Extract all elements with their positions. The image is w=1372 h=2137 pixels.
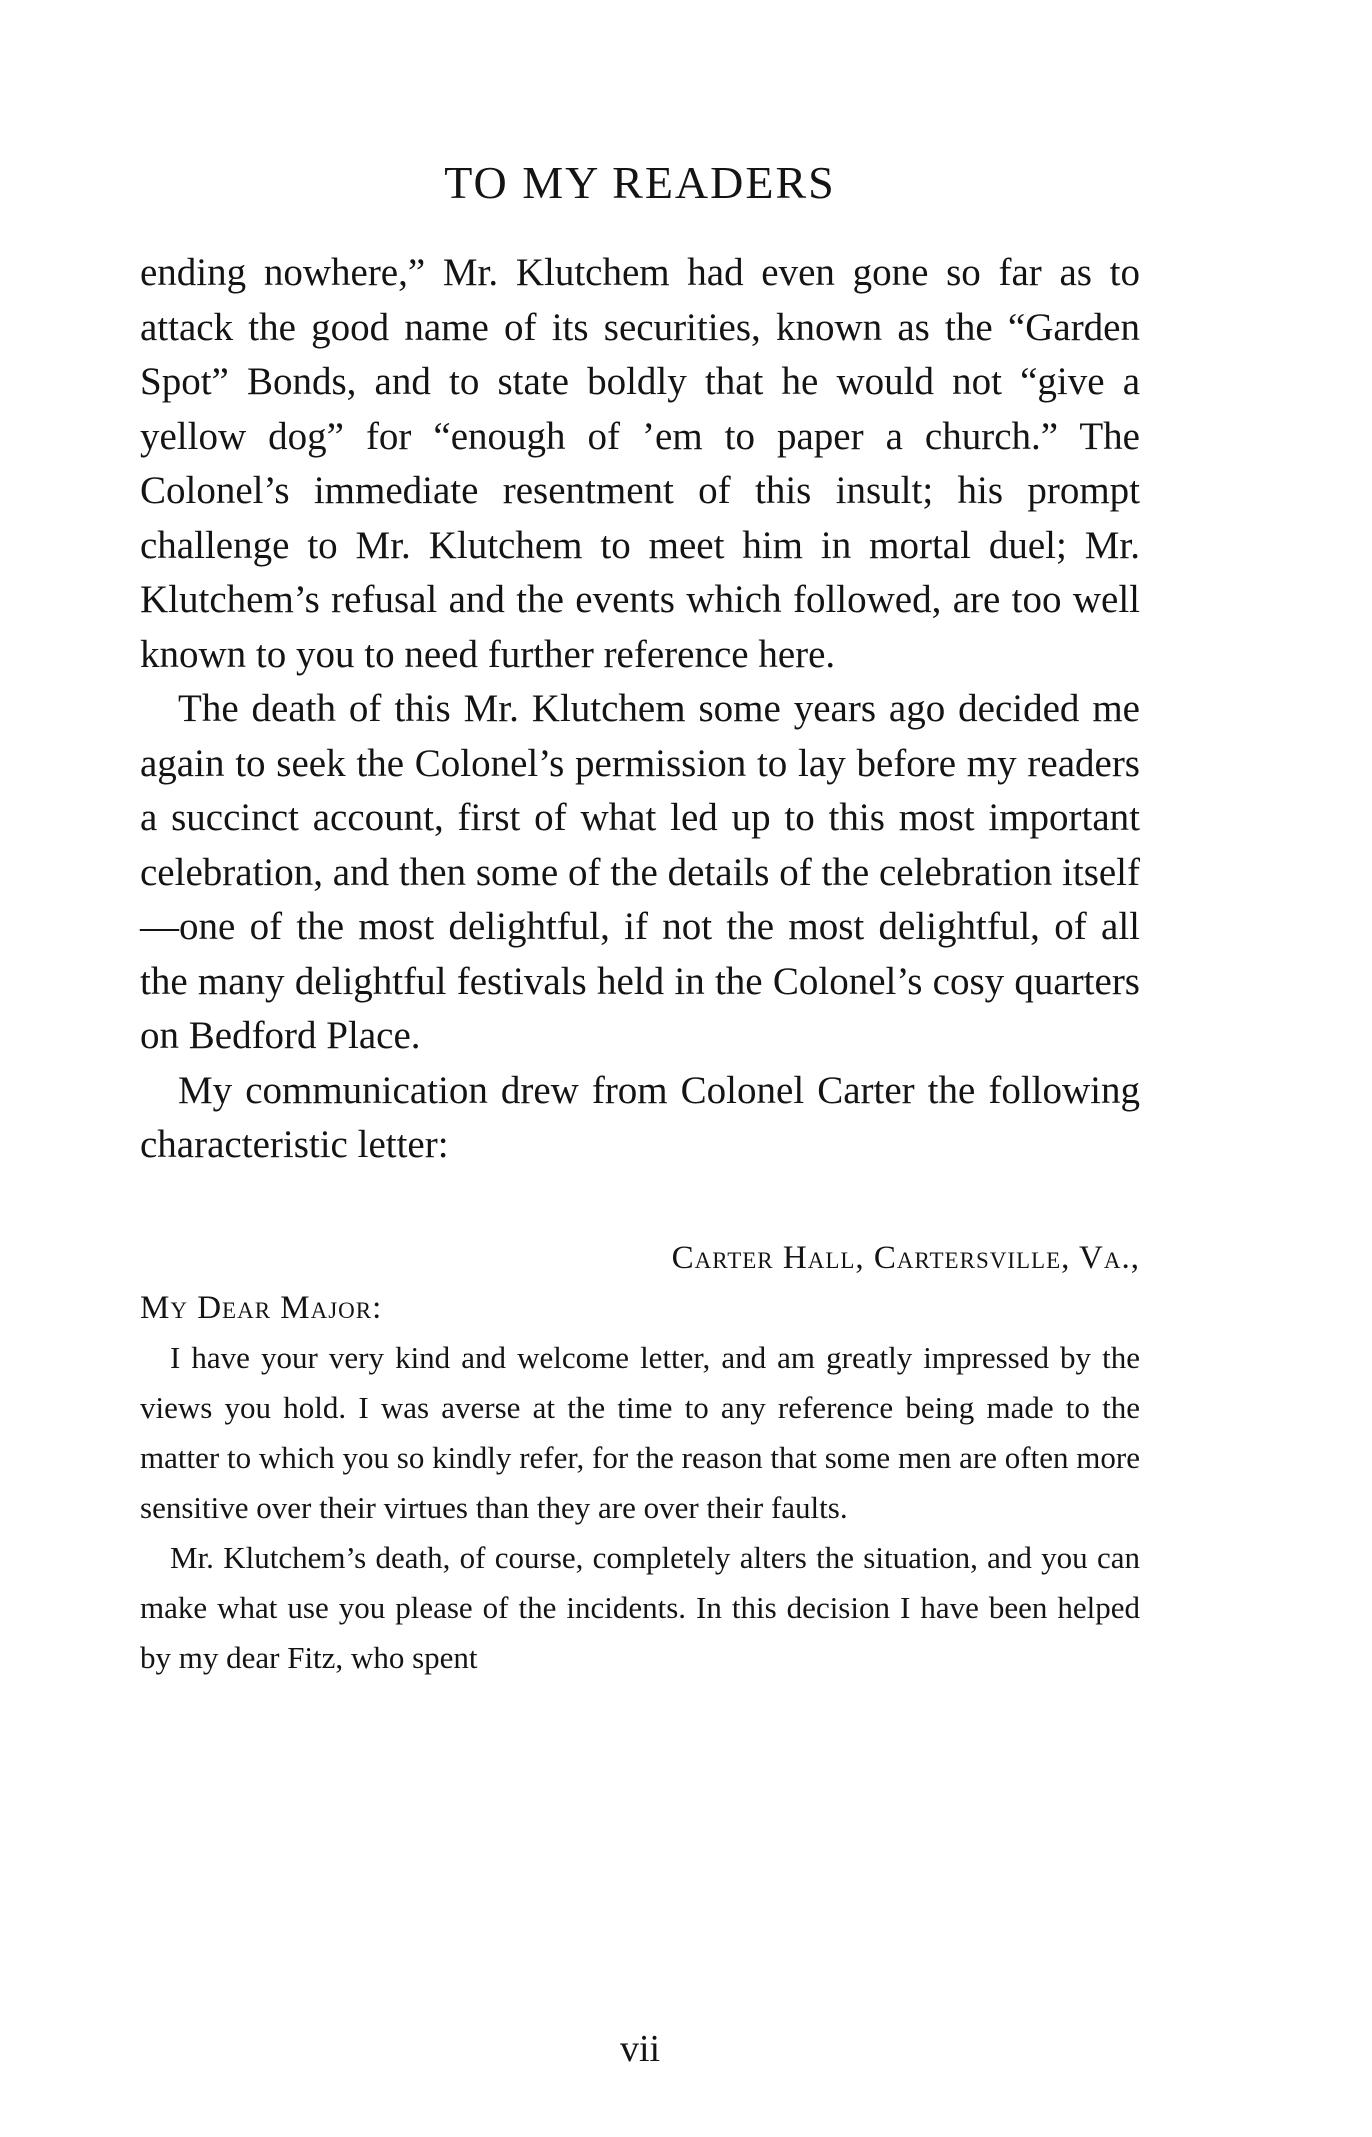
body-paragraph-3: My communication drew from Colonel Carter the following characteristic letter: [140,1068,1140,1166]
running-title: TO MY READERS [444,157,836,208]
letter [140,1233,1140,1683]
body-text [140,246,1140,1173]
letter-salutation: My Dear Major: [140,1289,383,1326]
body-paragraph-2: The death of this Mr. Klutchem some years ago decided me again to seek the Colonel’s permission to lay before my readers a succinct account, first of what led up to this most important celebration, and then some of the details of the celebration itself—one of the most delightful, if not the most delightful, of all the many delightful festivals held in the Colonel’s cosy quarters on Bedford Place. [140,687,1140,1057]
letter-paragraph-1: I have your very kind and welcome letter, and am greatly impressed by the views you hold. I was averse at the time to any reference being made to the matter to which you so kindly refer, for the reason that some men are often more sensitive over their virtues than they are over their faults. [140,1339,1140,1525]
body-paragraph-1: ending nowhere,” Mr. Klutchem had even gone so far as to attack the good name of its securities, known as the “Garden Spot” Bonds, and to state boldly that he would not “give a yellow dog” for “enough of ’em to paper a church.” The Colonel’s immediate resentment of this insult; his prompt challenge to Mr. Klutchem to meet him in mortal duel; Mr. Klutchem’s refusal and the events which followed, are too well known to you to need further reference here. [140,251,1140,676]
letter-dateline: Carter Hall, Cartersville, Va., [671,1239,1140,1276]
page-number: vii [619,2028,661,2070]
letter-paragraph-2: Mr. Klutchem’s death, of course, completely alters the situation, and you can make what use you please of the incidents. In this decision I have been helped by my dear Fitz, who spent [140,1539,1140,1675]
book-page [140,157,1140,2070]
